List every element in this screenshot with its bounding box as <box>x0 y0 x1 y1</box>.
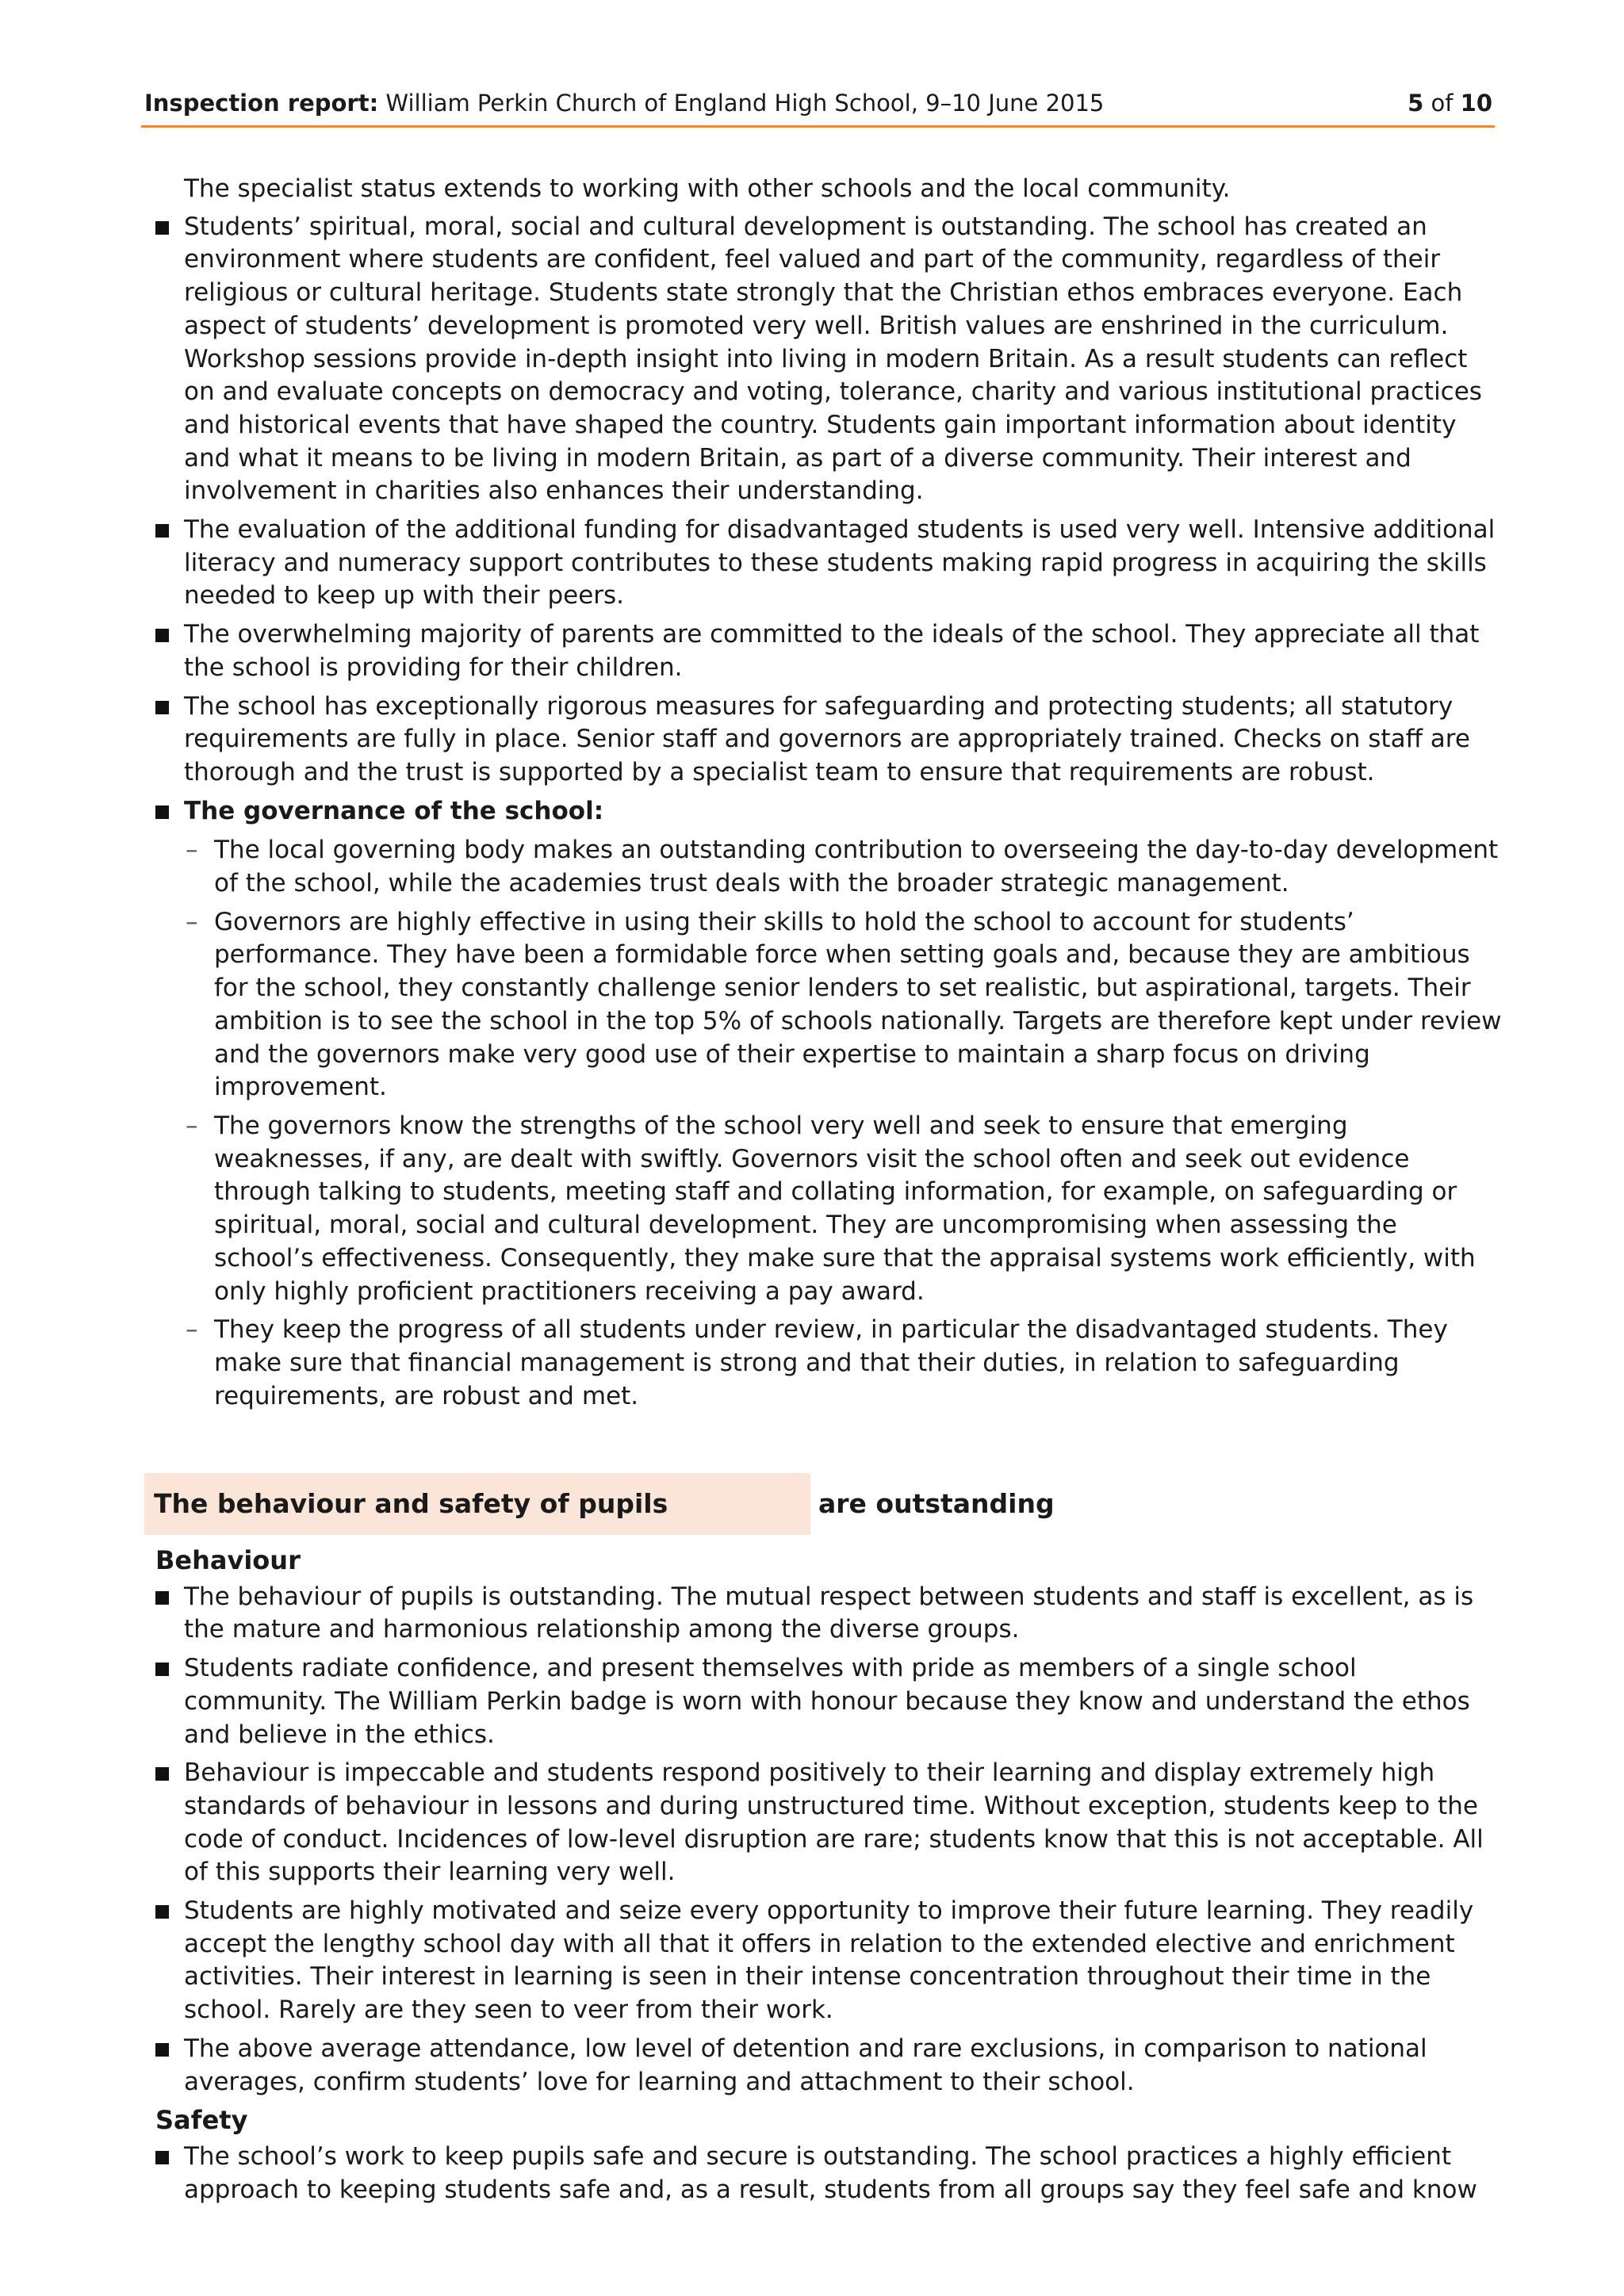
page-total: 10 <box>1460 90 1492 117</box>
leadership-bullets <box>155 211 1503 1414</box>
list-item <box>155 906 1503 1104</box>
square-bullet-icon <box>155 1767 169 1781</box>
intro-line: The specialist status extends to working with other schools and the local community. <box>184 174 1231 203</box>
bullet-text: The behaviour of pupils is outstanding. The mutual respect between students and staff is excellent, as is the mature and harmonious relationship among the diverse groups. <box>184 1582 1474 1644</box>
section-title: The behaviour and safety of pupils <box>154 1488 668 1519</box>
list-item <box>155 1581 1503 1647</box>
square-bullet-icon <box>155 2043 169 2057</box>
bullet-text: Students are highly motivated and seize every opportunity to improve their future learning. They readily accept the lengthy school day with all that it offers in relation to the extended elective and enrichment activities. Their interest in learning is seen in their intense concentration throughout their time in the school. Rarely are they seen to veer from their work. <box>184 1896 1474 2025</box>
behaviour-bullets <box>155 1581 1503 2099</box>
list-item <box>155 1757 1503 1889</box>
bullet-text: The overwhelming majority of parents are committed to the ideals of the school. They appreciate all that the school is providing for their children. <box>184 620 1480 682</box>
list-item <box>155 1895 1503 2027</box>
leadership-section <box>155 173 1503 1418</box>
square-bullet-icon <box>155 629 169 642</box>
list-item <box>155 1110 1503 1308</box>
governance-item <box>155 795 1503 1414</box>
page-header <box>144 87 1492 124</box>
bullet-text: The above average attendance, low level of detention and rare exclusions, in comparison to national averages, confirm students’ love for learning and attachment to their school. <box>184 2034 1427 2096</box>
list-item <box>155 2141 1503 2206</box>
list-item <box>155 514 1503 613</box>
dash-text: The governors know the strengths of the school very well and seek to ensure that emerging weaknesses, if any, are dealt with swiftly. Governors visit the school often and seek out evidence through talking to students, meeting staff and collating information, for example, on safeguarding or spiritual, moral, social and cultural development. They are uncompromising when assessing the school’s effectiveness. Consequently, they make sure that the appraisal systems work efficiently, with only highly proficient practitioners receiving a pay award. <box>214 1111 1476 1306</box>
square-bullet-icon <box>155 2151 169 2164</box>
list-item <box>155 834 1503 900</box>
bullet-text: The school has exceptionally rigorous measures for safeguarding and protecting students; all statutory requirements are fully in place. Senior staff and governors are appropriately trained. Checks on staff are thorough and the trust is supported by a specialist team to ensure that requirements are robust. <box>184 691 1470 786</box>
dash-icon: – <box>186 836 198 865</box>
list-item <box>155 1652 1503 1751</box>
square-bullet-icon <box>155 221 169 235</box>
page-current: 5 <box>1408 90 1424 117</box>
page-of: of <box>1431 90 1454 117</box>
behaviour-heading: Behaviour <box>155 1545 301 1575</box>
bullet-text: The school’s work to keep pupils safe and secure is outstanding. The school practices a highly efficient approach to keeping students safe and, as a result, students from all groups say they feel safe and know <box>184 2141 1477 2204</box>
square-bullet-icon <box>155 1905 169 1919</box>
square-bullet-icon <box>155 1591 169 1605</box>
square-bullet-icon <box>155 1663 169 1676</box>
bullet-text: The evaluation of the additional funding for disadvantaged students is used very well. Intensive additional literacy and numeracy support contributes to these students making rapid progress in acquiring the skills needed to keep up with their peers. <box>184 515 1496 610</box>
bullet-text: Students’ spiritual, moral, social and cultural development is outstanding. The school has created an environment where students are confident, feel valued and part of the community, regardless of their religious or cultural heritage. Students state strongly that the Christian ethos embraces everyone. Each aspect of students’ development is promoted very well. British values are enshrined in the curriculum. Workshop sessions provide in-depth insight into living in modern Britain. As a result students can reflect on and evaluate concepts on democracy and voting, tolerance, charity and various institutional practices and historical events that have shaped the country. Students gain important information about identity and what it means to be living in modern Britain, as part of a diverse community. Their interest and involvement in charities also enhances their understanding. <box>184 212 1482 506</box>
dash-icon: – <box>186 907 198 936</box>
safety-bullets <box>155 2141 1503 2206</box>
behaviour-safety-section <box>155 1544 1503 2212</box>
bullet-text: Students radiate confidence, and present themselves with pride as members of a single school community. The William Perkin badge is worn with honour because they know and understand the ethos and believe in the ethics. <box>184 1654 1470 1749</box>
list-item <box>155 618 1503 684</box>
square-bullet-icon <box>155 701 169 714</box>
report-school: William Perkin Church of England High School, 9–10 June 2015 <box>385 90 1105 117</box>
list-item <box>155 211 1503 508</box>
safety-heading: Safety <box>155 2105 248 2136</box>
list-item <box>155 2033 1503 2099</box>
governance-list <box>155 834 1503 1413</box>
dash-text: Governors are highly effective in using their skills to hold the school to account for students’ performance. They have been a formidable force when setting goals and, because they are ambitious for the school, they constantly challenge senior lenders to set realistic, but aspirational, targets. Their ambition is to see the school in the top 5% of schools nationally. Targets are therefore kept under review and the governors make very good use of their expertise to maintain a sharp focus on driving improvement. <box>214 907 1502 1102</box>
report-title <box>144 87 1104 119</box>
dash-icon: – <box>186 1315 198 1345</box>
report-label: Inspection report: <box>144 90 379 117</box>
square-bullet-icon <box>155 806 169 819</box>
dash-text: They keep the progress of all students under review, in particular the disadvantaged students. They make sure that financial management is strong and that their duties, in relation to safeguarding requirements, are robust and met. <box>214 1315 1448 1410</box>
governance-heading: The governance of the school: <box>184 796 604 825</box>
list-item <box>155 691 1503 790</box>
list-item <box>155 1314 1503 1413</box>
square-bullet-icon <box>155 524 169 538</box>
bullet-text: Behaviour is impeccable and students respond positively to their learning and display extremely high standards of behaviour in lessons and during unstructured time. Without exception, students keep to the code of conduct. Incidences of low-level disruption are rare; students know that this is not acceptable. All of this supports their learning very well. <box>184 1758 1484 1887</box>
section-verdict: are outstanding <box>818 1488 1055 1519</box>
page-number <box>1408 87 1492 119</box>
dash-icon: – <box>186 1111 198 1140</box>
header-rule <box>141 125 1495 128</box>
dash-text: The local governing body makes an outstanding contribution to overseeing the day-to-day development of the school, while the academies trust deals with the broader strategic management. <box>214 836 1499 898</box>
